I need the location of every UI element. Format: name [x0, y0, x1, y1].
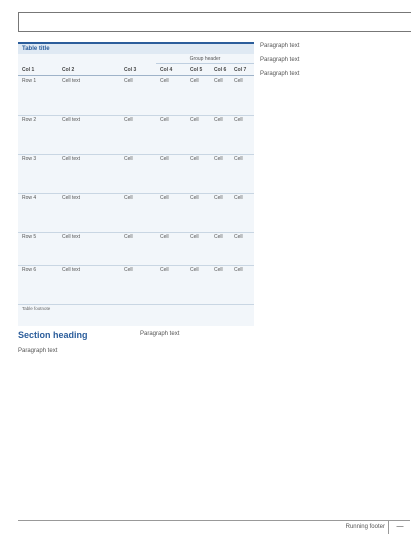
- table-cell: Cell: [190, 195, 199, 201]
- table-cell: Cell: [234, 195, 243, 201]
- table-cell: Cell text: [62, 117, 81, 123]
- col-header: Col 3: [124, 67, 137, 73]
- table-cell: Cell text: [62, 234, 81, 240]
- paragraph: Paragraph text: [260, 43, 300, 49]
- middle-text-column: [140, 330, 258, 525]
- table-cell: Cell: [160, 78, 169, 84]
- table-cell: Cell: [124, 156, 133, 162]
- paragraph: Paragraph text: [18, 348, 58, 354]
- paragraph: Paragraph text: [140, 331, 180, 337]
- table-subheader: Group header: [156, 55, 254, 64]
- table-footnote: Table footnote: [22, 306, 51, 311]
- table-cell: Cell text: [62, 195, 81, 201]
- section-heading: Section heading: [18, 330, 88, 340]
- table-cell: Cell: [124, 195, 133, 201]
- table-cell: Cell: [160, 117, 169, 123]
- col-header: Col 4: [160, 67, 173, 73]
- col-header: Col 7: [234, 67, 247, 73]
- page-number: —: [388, 520, 411, 534]
- table-cell: Cell: [124, 267, 133, 273]
- paragraph: Paragraph text: [260, 71, 300, 77]
- table-cell: Cell: [214, 78, 223, 84]
- footer-rule: [18, 520, 410, 521]
- table-cell: Cell: [214, 267, 223, 273]
- table-cell: Row 4: [22, 195, 37, 201]
- table-cell: Row 2: [22, 117, 37, 123]
- col-header: Col 6: [214, 67, 227, 73]
- running-footer: Running footer: [345, 524, 385, 530]
- table-cell: Cell: [160, 234, 169, 240]
- table-cell: Cell: [234, 117, 243, 123]
- header-rule-box: [18, 12, 411, 32]
- table-cell: Cell: [214, 234, 223, 240]
- right-text-column: [260, 42, 406, 510]
- table-row: [18, 77, 254, 116]
- left-text-column: [18, 330, 136, 525]
- table-row: [18, 194, 254, 233]
- table-title: Table title: [18, 44, 254, 54]
- table-row: [18, 116, 254, 155]
- table-cell: Cell: [124, 117, 133, 123]
- table-cell: Cell: [160, 267, 169, 273]
- table-cell: Cell: [190, 117, 199, 123]
- table-cell: Cell text: [62, 78, 81, 84]
- col-header: Col 5: [190, 67, 203, 73]
- table-cell: Cell: [234, 78, 243, 84]
- table-row: [18, 266, 254, 305]
- table-cell: Row 3: [22, 156, 37, 162]
- table-cell: Cell: [190, 78, 199, 84]
- table-cell: Cell: [124, 78, 133, 84]
- table-cell: Cell: [234, 156, 243, 162]
- col-header: Col 1: [22, 67, 35, 73]
- table-cell: Cell: [214, 195, 223, 201]
- table-cell: Cell: [190, 156, 199, 162]
- table-row: [18, 233, 254, 266]
- table-cell: Cell: [234, 267, 243, 273]
- table-row: [18, 155, 254, 194]
- table-cell: Row 5: [22, 234, 37, 240]
- table-cell: Cell: [124, 234, 133, 240]
- table-cell: Cell text: [62, 156, 81, 162]
- table-cell: Cell: [160, 156, 169, 162]
- table-cell: Cell: [214, 117, 223, 123]
- table-cell: Cell: [160, 195, 169, 201]
- table-cell: Cell: [190, 267, 199, 273]
- table-cell: Cell: [190, 234, 199, 240]
- project-table: [18, 42, 254, 326]
- table-cell: Cell: [214, 156, 223, 162]
- col-header: Col 2: [62, 67, 75, 73]
- table-cell: Row 1: [22, 78, 37, 84]
- table-header: [18, 65, 254, 76]
- table-cell: Row 6: [22, 267, 37, 273]
- table-cell: Cell: [234, 234, 243, 240]
- paragraph: Paragraph text: [260, 57, 300, 63]
- table-cell: Cell text: [62, 267, 81, 273]
